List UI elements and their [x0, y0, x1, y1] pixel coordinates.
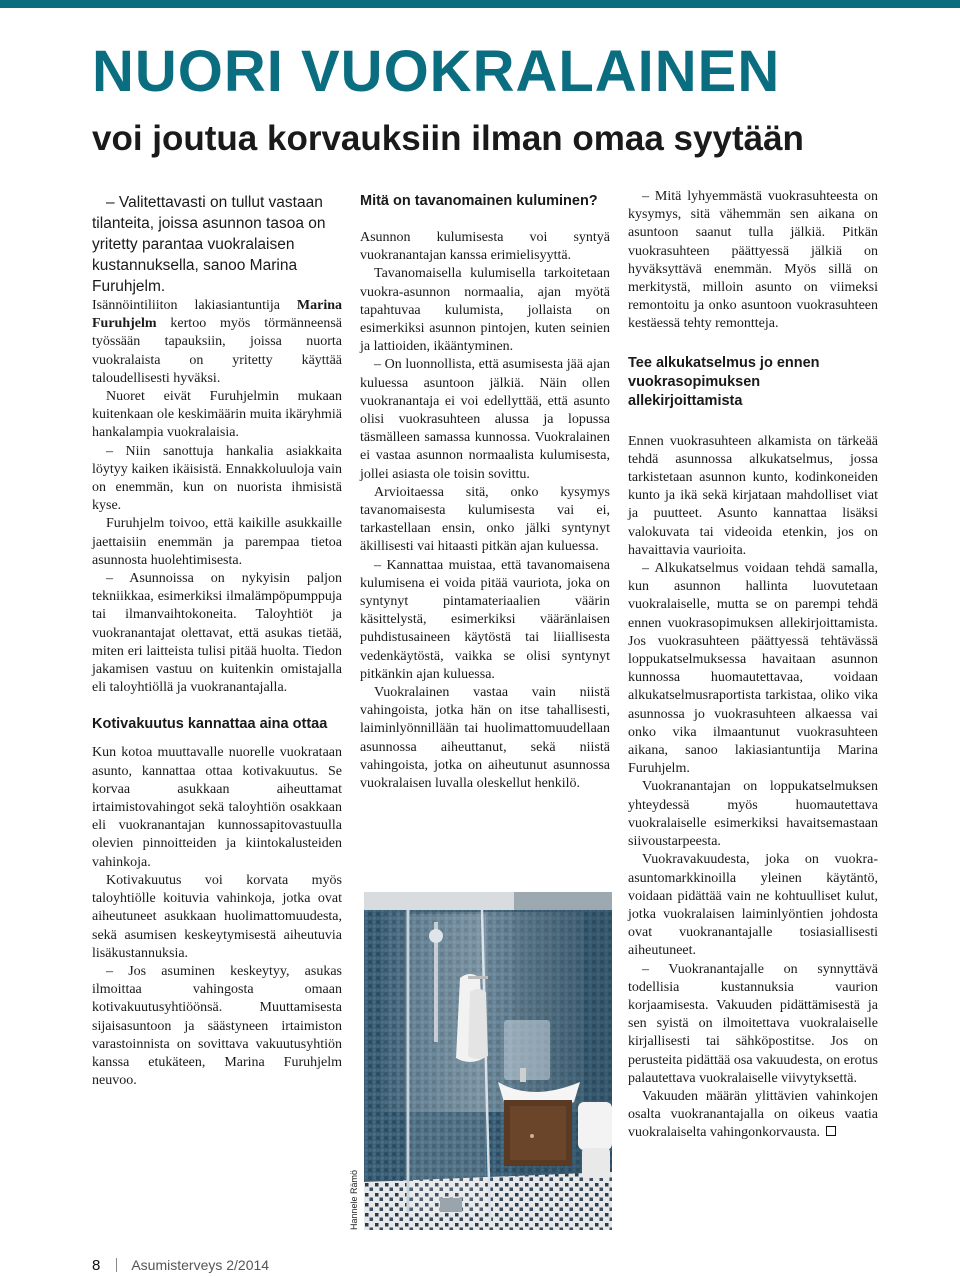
body-paragraph: Kun kotoa muuttavalle nuorelle vuokrataan asunto, kannattaa ottaa kotivakuutus. Se korvaa asukkaan aiheuttamat irtaimistovahingot sekä taloyhtiön osakkaan eli vuokranantajan kunnossapitovastuulla olevien pinnoitteiden ja kiintokalusteiden vahinkoja. [92, 745, 342, 870]
column-2 [360, 192, 610, 793]
body-paragraph: Vuokralainen vastaa vain niistä vahingoista, jotka hän on itse tahallisesti, laiminlyönnillään tai huolimattomuudellaan asunnossa aiheuttanut, sekä niistä vahingoista, jotka on aiheutunut asunnossa vuokralaisen luvalla oleskellut henkilö. [360, 685, 610, 792]
top-accent-bar [0, 0, 960, 8]
body-paragraph: – Kannattaa muistaa, että tavanomaisena kulumisena ei voida pitää vauriota, joka on syntynyt pintamateriaalien väärin käsittelystä, esimerkiksi vääränlaisen puhdistusaineen käytöstä tai liiallisesta vedenkäytöstä, vaikka se olisi syntynyt pitkänkin ajan kuluessa. [360, 557, 610, 682]
section-heading: Mitä on tavanomainen kuluminen? [360, 193, 598, 209]
bathroom-illustration [364, 892, 612, 1230]
body-paragraph: Tavanomaisella kulumisella tarkoitetaan vuokra-asunnon normaalia, ajan myötä tapahtuvaa kulumista, jollaista on esimerkiksi asunnon pintojen, kuten seinien ja lattioiden, ikääntyminen. [360, 266, 610, 355]
body-paragraph [92, 297, 342, 388]
body-paragraph: – Asunnoissa on nykyisin paljon tekniikkaa, esimerkiksi ilmalämpöpumppuja tai ilmanvaihtokoneita. Taloyhtiöt ja vuokranantajat olettavat, että asukas tietää, miten eri laitteista tulisi pitää huolta. Tiedon jakamisen vastuu on kuitenkin omistajalla eli taloyhtiöllä ja vuokranantajalla. [92, 571, 342, 696]
text-span: kertoo myös törmänneensä työssään tapauksiin, joissa nuorta vuokralaista on yritetty käyttää taloudellisesti hyväksi. [92, 316, 342, 386]
page-footer [92, 1256, 269, 1275]
body-paragraph: Nuoret eivät Furuhjelmin mukaan kuitenkaan ole keskimäärin muita ikäryhmiä hankalampia vuokralaisia. [92, 389, 342, 441]
article-subtitle: voi joutua korvauksiin ilman omaa syytään [92, 119, 804, 158]
body-paragraph: – Jos asuminen keskeytyy, asukas ilmoittaa vahingosta omaan kotivakuutusyhtiöönsä. Muuttamisesta sijaisasuntoon ja säästyneen irtaimiston varastoinnista on sovittava vakuutusyhtiön kanssa etukäteen, Marina Furuhjelm neuvoo. [92, 963, 342, 1089]
body-paragraph: Asunnon kulumisesta voi syntyä vuokranantajan kanssa erimielisyyttä. [360, 230, 610, 264]
body-paragraph: – Alkukatselmus voidaan tehdä samalla, kun asunnon hallinta luovutetaan vuokralaiselle, mutta se on parempi tehdä ennen vuokrasopimuksen allekirjoittamista. Jos vuokrasuhteen päättyessä tehtävässä loppukatselmuksessa havaitaan asunnon kunnossa huomautettavaa, voidaan alkukatselmusraportista tarkistaa, oliko vika asunnossa jo vuokrasuhteen alkaessa vai onko vika ilmaantunut vuokrasuhteen aikana, sanoo lakiasiantuntija Marina Furuhjelm. [628, 561, 878, 777]
publication-name: Asumisterveys 2/2014 [131, 1257, 270, 1273]
photo-credit: Hannele Rämö [349, 1169, 359, 1230]
text-span: Vakuuden määrän ylittävien vahinkojen osalta vuokranantajalla on oikeus vaatia vuokralaiselta vahingonkorvausta. [628, 1088, 878, 1141]
section-heading: Kotivakuutus kannattaa aina ottaa [92, 716, 328, 733]
lead-paragraph: – Valitettavasti on tullut vastaan tilanteita, joissa asunnon tasoa on yritetty parantaa vuokralaisen kustannuksella, sanoo Marina Furuhjelm. [92, 194, 326, 295]
person-name: Marina Furuhjelm [92, 298, 342, 332]
bathroom-photo [364, 892, 612, 1230]
text-span: Isännöintiliiton lakiasiantuntija [92, 298, 297, 313]
column-1 [92, 192, 342, 1090]
end-mark-icon [826, 1126, 836, 1136]
body-paragraph: – Vuokranantajalle on synnyttävä todellisia kustannuksia vaurion korjaamisesta. Vakuuden pidättämisestä ja sen syistä on ilmoitettava vuokralaiselle kirjallisesti tai sähköpostitse. Jos on perusteita pidättää osa vakuudesta, on erotus palautettava vuokralaiselle viivytyksettä. [628, 961, 878, 1086]
body-paragraph: – On luonnollista, että asumisesta jää ajan kuluessa asuntoon jälkiä. Näin ollen vuokranantaja ei voi edellyttää, että asunto olisi vuokrasuhteen alussa ja lopussa täsmälleen samassa kunnossa. Vuokralainen ei vastaa asunnon normaalista kulumisesta, jollei asiasta ole toisin sovittu. [360, 357, 610, 482]
body-paragraph: Ennen vuokrasuhteen alkamista on tärkeää tehdä asunnossa alkukatselmus, jossa tarkistetaan asunnon kunto, kodinkoneiden kunto ja ikä sekä kirjataan mahdolliset viat ja puutteet. Asunto kannattaa lisäksi valokuvata tai videoida etenkin, jos on havaittavia vaurioita. [628, 433, 878, 558]
body-paragraph: – Mitä lyhyemmästä vuokrasuhteesta on kysymys, sitä vähemmän sen aikana on asuntoon saanut tulla jälkiä. Pitkän vuokrasuhteen päättyessä jälkiä on hyväksyttävä enemmän. Myös sillä on merkitystä, milloin asunto on viimeksi remontoitu ja onko asuntoon vuokrasuhteen kestäessä tehty remontteja. [628, 189, 878, 332]
body-paragraph: Arvioitaessa sitä, onko kysymys tavanomaisesta kulumisesta vai ei, tarkastellaan ensin, onko jälki syntynyt äkillisesti vai hitaasti pitkän ajan kuluessa. [360, 484, 610, 555]
body-paragraph: – Niin sanottuja hankalia asiakkaita löytyy kaiken ikäisistä. Ennakkoluuloja vain on enemmän, kun on nuorista ihmisistä kyse. [92, 443, 342, 514]
section-heading: Tee alkukatselmus jo ennen vuokrasopimuksen allekirjoittamista [628, 354, 820, 409]
footer-divider [116, 1258, 117, 1272]
body-paragraph: Vuokravakuudesta, joka on vuokra-asuntomarkkinoilla yleinen käytäntö, voidaan pidättää vain ne kohtuulliset kulut, jotka vuokralaisen laiminlyöntien johdosta ovat vuokranantajalle tosiasiallisesti aiheutuneet. [628, 852, 878, 959]
page-number: 8 [92, 1257, 101, 1274]
body-paragraph: Furuhjelm toivoo, että kaikille asukkaille jaettaisiin enemmän ja parempaa tietoa asunnosta huolehtimisesta. [92, 516, 342, 568]
body-paragraph [628, 1088, 878, 1143]
article-title: NUORI VUOKRALAINEN [92, 39, 781, 104]
column-3 [628, 188, 878, 1143]
body-paragraph: Kotivakuutus voi korvata myös taloyhtiölle koituvia vahinkoja, jotka ovat aiheutuneet asukkaan huolimattomuudesta, sekä asumisen keskeytymisestä aiheutuvia lisäkustannuksia. [92, 872, 342, 961]
body-paragraph: Vuokranantajan on loppukatselmuksen yhteydessä myös huomautettava vuokralaiselle esimerkiksi havaitsemastaan siivoustarpeesta. [628, 779, 878, 850]
